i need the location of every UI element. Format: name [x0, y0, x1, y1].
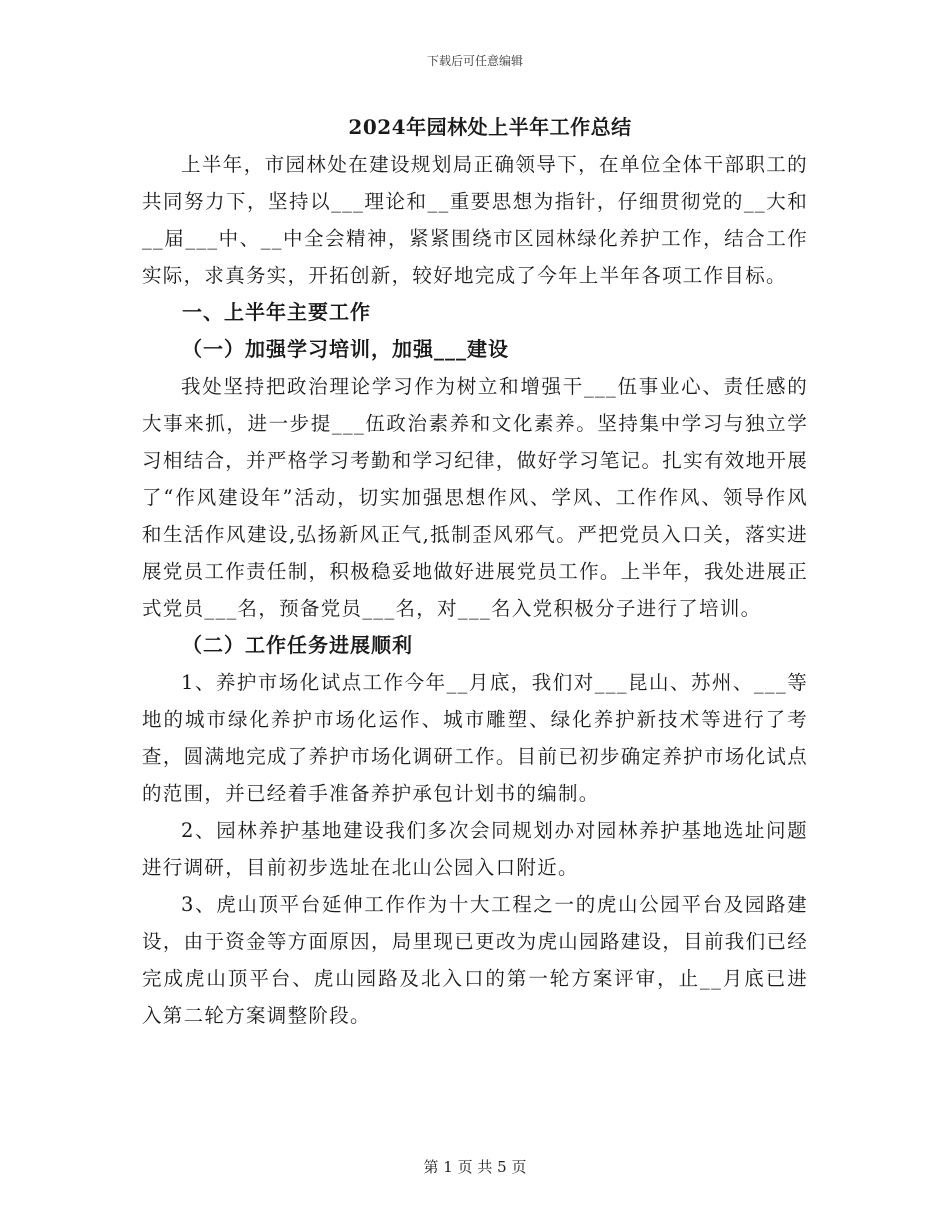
- item-1-paragraph: 1、养护市场化试点工作今年__月底，我们对___昆山、苏州、___等地的城市绿化养护市场化运作、城市雕塑、绿化养护新技术等进行了考查，圆满地完成了养护市场化调研工作。目前已初步确定养护市场化试点的范围，并已经着手准备养护承包计划书的编制。: [142, 671, 808, 805]
- intro-paragraph: 上半年，市园林处在建设规划局正确领导下，在单位全体干部职工的共同努力下，坚持以___理论和__重要思想为指针，仔细贯彻党的__大和__届___中、__中全会精神，紧紧围绕市区园林绿化养护工作，结合工作实际，求真务实，开拓创新，较好地完成了今年上半年各项工作目标。: [142, 153, 808, 287]
- item-2-paragraph: 2、园林养护基地建设我们多次会同规划办对园林养护基地选址问题进行调研，目前初步选址在北山公园入口附近。: [142, 819, 808, 879]
- document-body: [142, 112, 808, 1034]
- item-3-paragraph: 3、虎山顶平台延伸工作作为十大工程之一的虎山公园平台及园路建设，由于资金等方面原因，局里现已更改为虎山园路建设，目前我们已经完成虎山顶平台、虎山园路及北入口的第一轮方案评审，止__月底已进入第二轮方案调整阶段。: [142, 893, 808, 1027]
- page-number: 第 1 页 共 5 页: [423, 1158, 527, 1176]
- subsection-heading-2: （二）工作任务进展顺利: [182, 633, 413, 657]
- subsection-heading-1: （一）加强学习培训，加强___建设: [182, 337, 509, 361]
- section-heading-1: 一、上半年主要工作: [182, 300, 371, 324]
- document-title: 2024年园林处上半年工作总结: [348, 115, 632, 139]
- subsection-1-paragraph: 我处坚持把政治理论学习作为树立和增强干___伍事业心、责任感的大事来抓，进一步提___伍政治素养和文化素养。坚持集中学习与独立学习相结合，并严格学习考勤和学习纪律，做好学习笔记。扎实有效地开展了“作风建设年”活动，切实加强思想作风、学风、工作作风、领导作风和生活作风建设,弘扬新风正气,抵制歪风邪气。严把党员入口关，落实进展党员工作责任制，积极稳妥地做好进展党员工作。上半年，我处进展正式党员___名，预备党员___名，对___名入党积极分子进行了培训。: [142, 375, 808, 620]
- header-note: 下载后可任意编辑: [426, 54, 523, 68]
